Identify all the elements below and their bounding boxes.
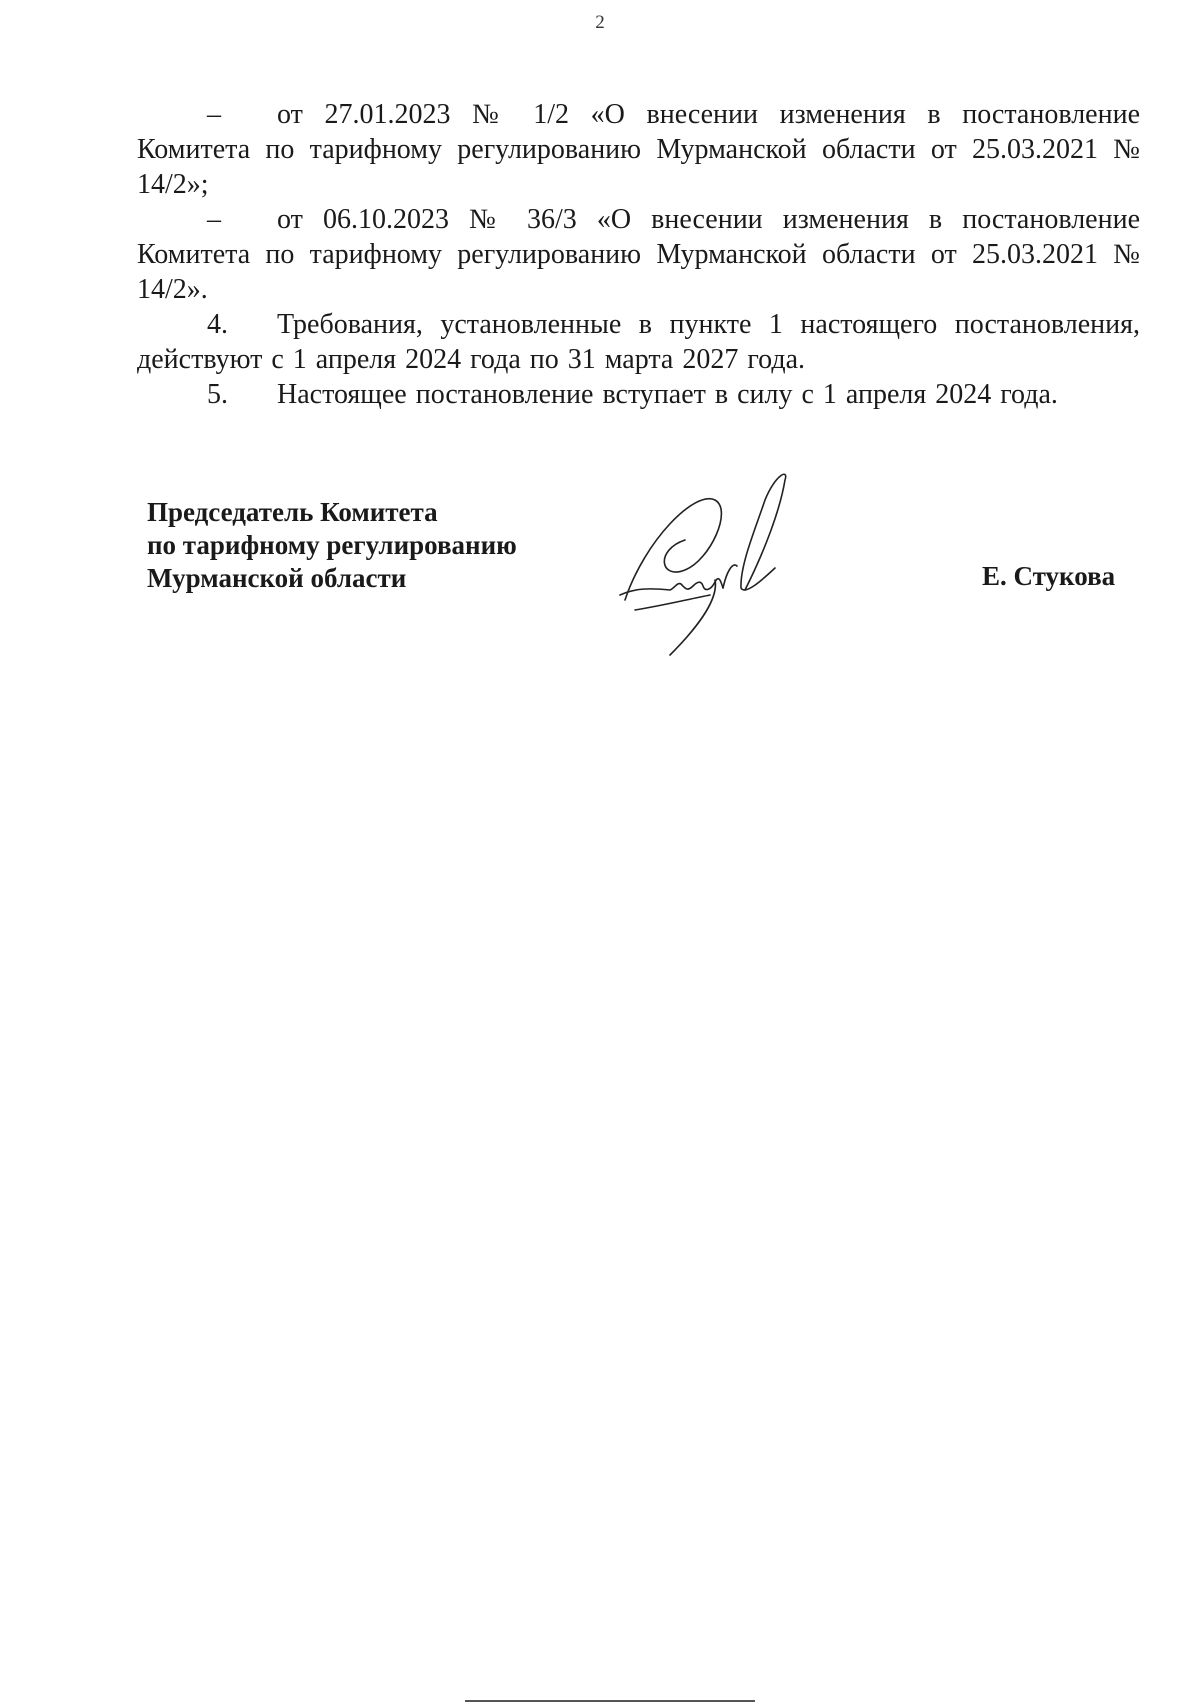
- paragraph-text: от 27.01.2023 № 1/2 «О внесении изменения в постановление Комитета по тарифному регулированию Мурманской области от 25.03.2021 № 14/2»;: [137, 99, 1140, 200]
- list-marker: 4.: [207, 309, 228, 340]
- list-item: [137, 377, 1140, 412]
- paragraph-text: Требования, установленные в пункте 1 настоящего постановления, действуют с 1 апреля 2024 года по 31 марта 2027 года.: [137, 309, 1140, 375]
- list-marker: 5.: [207, 379, 228, 410]
- document-body: [137, 97, 1140, 412]
- signatory-title-line: Мурманской области: [147, 563, 407, 593]
- signatory-name: Е. Стукова: [982, 561, 1116, 591]
- signatory-title: [147, 496, 517, 595]
- paragraph-text: от 06.10.2023 № 36/3 «О внесении изменения в постановление Комитета по тарифному регулированию Мурманской области от 25.03.2021 № 14/2».: [137, 204, 1140, 305]
- list-item: [137, 202, 1140, 307]
- list-item: [137, 97, 1140, 202]
- signatory-title-line: по тарифному регулированию: [147, 530, 517, 560]
- list-marker: –: [207, 99, 221, 130]
- list-marker: –: [207, 204, 221, 235]
- footer-divider: [465, 1700, 755, 1702]
- page-number: 2: [595, 12, 605, 33]
- signatory-title-line: Председатель Комитета: [147, 497, 438, 527]
- list-item: [137, 307, 1140, 377]
- handwritten-signature: [615, 470, 855, 670]
- paragraph-text: Настоящее постановление вступает в силу с 1 апреля 2024 года.: [277, 379, 1058, 410]
